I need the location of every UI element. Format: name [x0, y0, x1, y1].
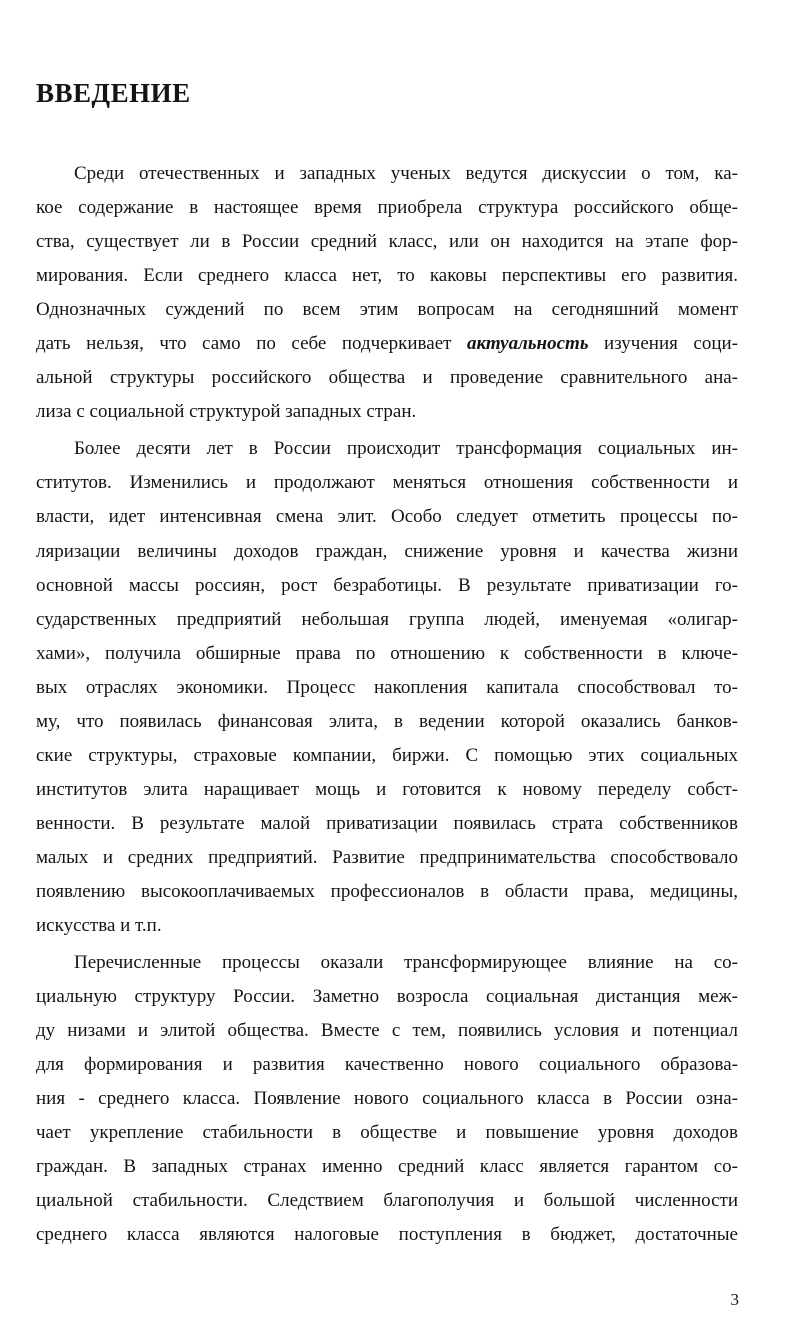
text-line: власти, идет интенсивная смена элит. Особо следует отметить процессы по-	[36, 506, 738, 528]
text-line: кое содержание в настоящее время приобрела структура российского обще-	[36, 197, 738, 219]
text-line: мирования. Если среднего класса нет, то каковы перспективы его развития.	[36, 265, 738, 287]
text-line: Перечисленные процессы оказали трансформирующее влияние на со-	[74, 952, 738, 974]
text-line: хами», получила обширные права по отношению к собственности в ключе-	[36, 642, 738, 664]
text-line: среднего класса являются налоговые поступления в бюджет, достаточные	[36, 1224, 738, 1246]
emphasized-term: актуальность	[467, 333, 589, 355]
text-line: ляризации величины доходов граждан, снижение уровня и качества жизни	[36, 540, 738, 562]
text-fragment: дать нельзя, что само по себе подчеркивает	[36, 333, 467, 355]
text-line: граждан. В западных странах именно средний класс является гарантом со-	[36, 1156, 738, 1178]
text-line: циальную структуру России. Заметно возросла социальная дистанция меж-	[36, 986, 738, 1008]
text-line: сударственных предприятий небольшая группа людей, именуемая «олигар-	[36, 608, 738, 630]
text-line: вых отраслях экономики. Процесс накопления капитала способствовал то-	[36, 676, 738, 698]
text-line: лиза с социальной структурой западных стран.	[36, 401, 417, 423]
text-line: му, что появилась финансовая элита, в ведении которой оказались банков-	[36, 710, 738, 732]
text-line: основной массы россиян, рост безработицы. В результате приватизации го-	[36, 574, 738, 596]
text-line: для формирования и развития качественно нового социального образова-	[36, 1054, 738, 1076]
section-heading: ВВЕДЕНИЕ	[36, 78, 191, 108]
text-line: институтов элита наращивает мощь и готовится к новому переделу собст-	[36, 778, 738, 800]
text-line: ства, существует ли в России средний класс, или он находится на этапе фор-	[36, 231, 738, 253]
text-line: Однозначных суждений по всем этим вопросам на сегодняшний момент	[36, 299, 738, 321]
text-line	[36, 327, 738, 361]
text-line: циальной стабильности. Следствием благополучия и большой численности	[36, 1190, 738, 1212]
text-line: чает укрепление стабильности в обществе и повышение уровня доходов	[36, 1122, 738, 1144]
text-line: Более десяти лет в России происходит трансформация социальных ин-	[74, 438, 738, 460]
text-line: Среди отечественных и западных ученых ведутся дискуссии о том, ка-	[74, 163, 738, 184]
page-number: 3	[730, 1290, 739, 1309]
body-text	[36, 157, 738, 1253]
text-line: появлению высокооплачиваемых профессионалов в области права, медицины,	[36, 880, 738, 902]
text-line: ститутов. Изменились и продолжают меняться отношения собственности и	[36, 472, 738, 494]
text-line: малых и средних предприятий. Развитие предпринимательства способствовало	[36, 846, 738, 868]
text-fragment: изучения соци-	[588, 333, 739, 355]
text-line: альной структуры российского общества и проведение сравнительного ана-	[36, 367, 738, 389]
text-line: ские структуры, страховые компании, биржи. С помощью этих социальных	[36, 744, 738, 766]
text-line: ния - среднего класса. Появление нового социального класса в России озна-	[36, 1088, 738, 1110]
text-line: искусства и т.п.	[36, 915, 162, 937]
text-line: венности. В результате малой приватизации появилась страта собственников	[36, 812, 738, 834]
text-line: ду низами и элитой общества. Вместе с тем, появились условия и потенциал	[36, 1020, 738, 1042]
